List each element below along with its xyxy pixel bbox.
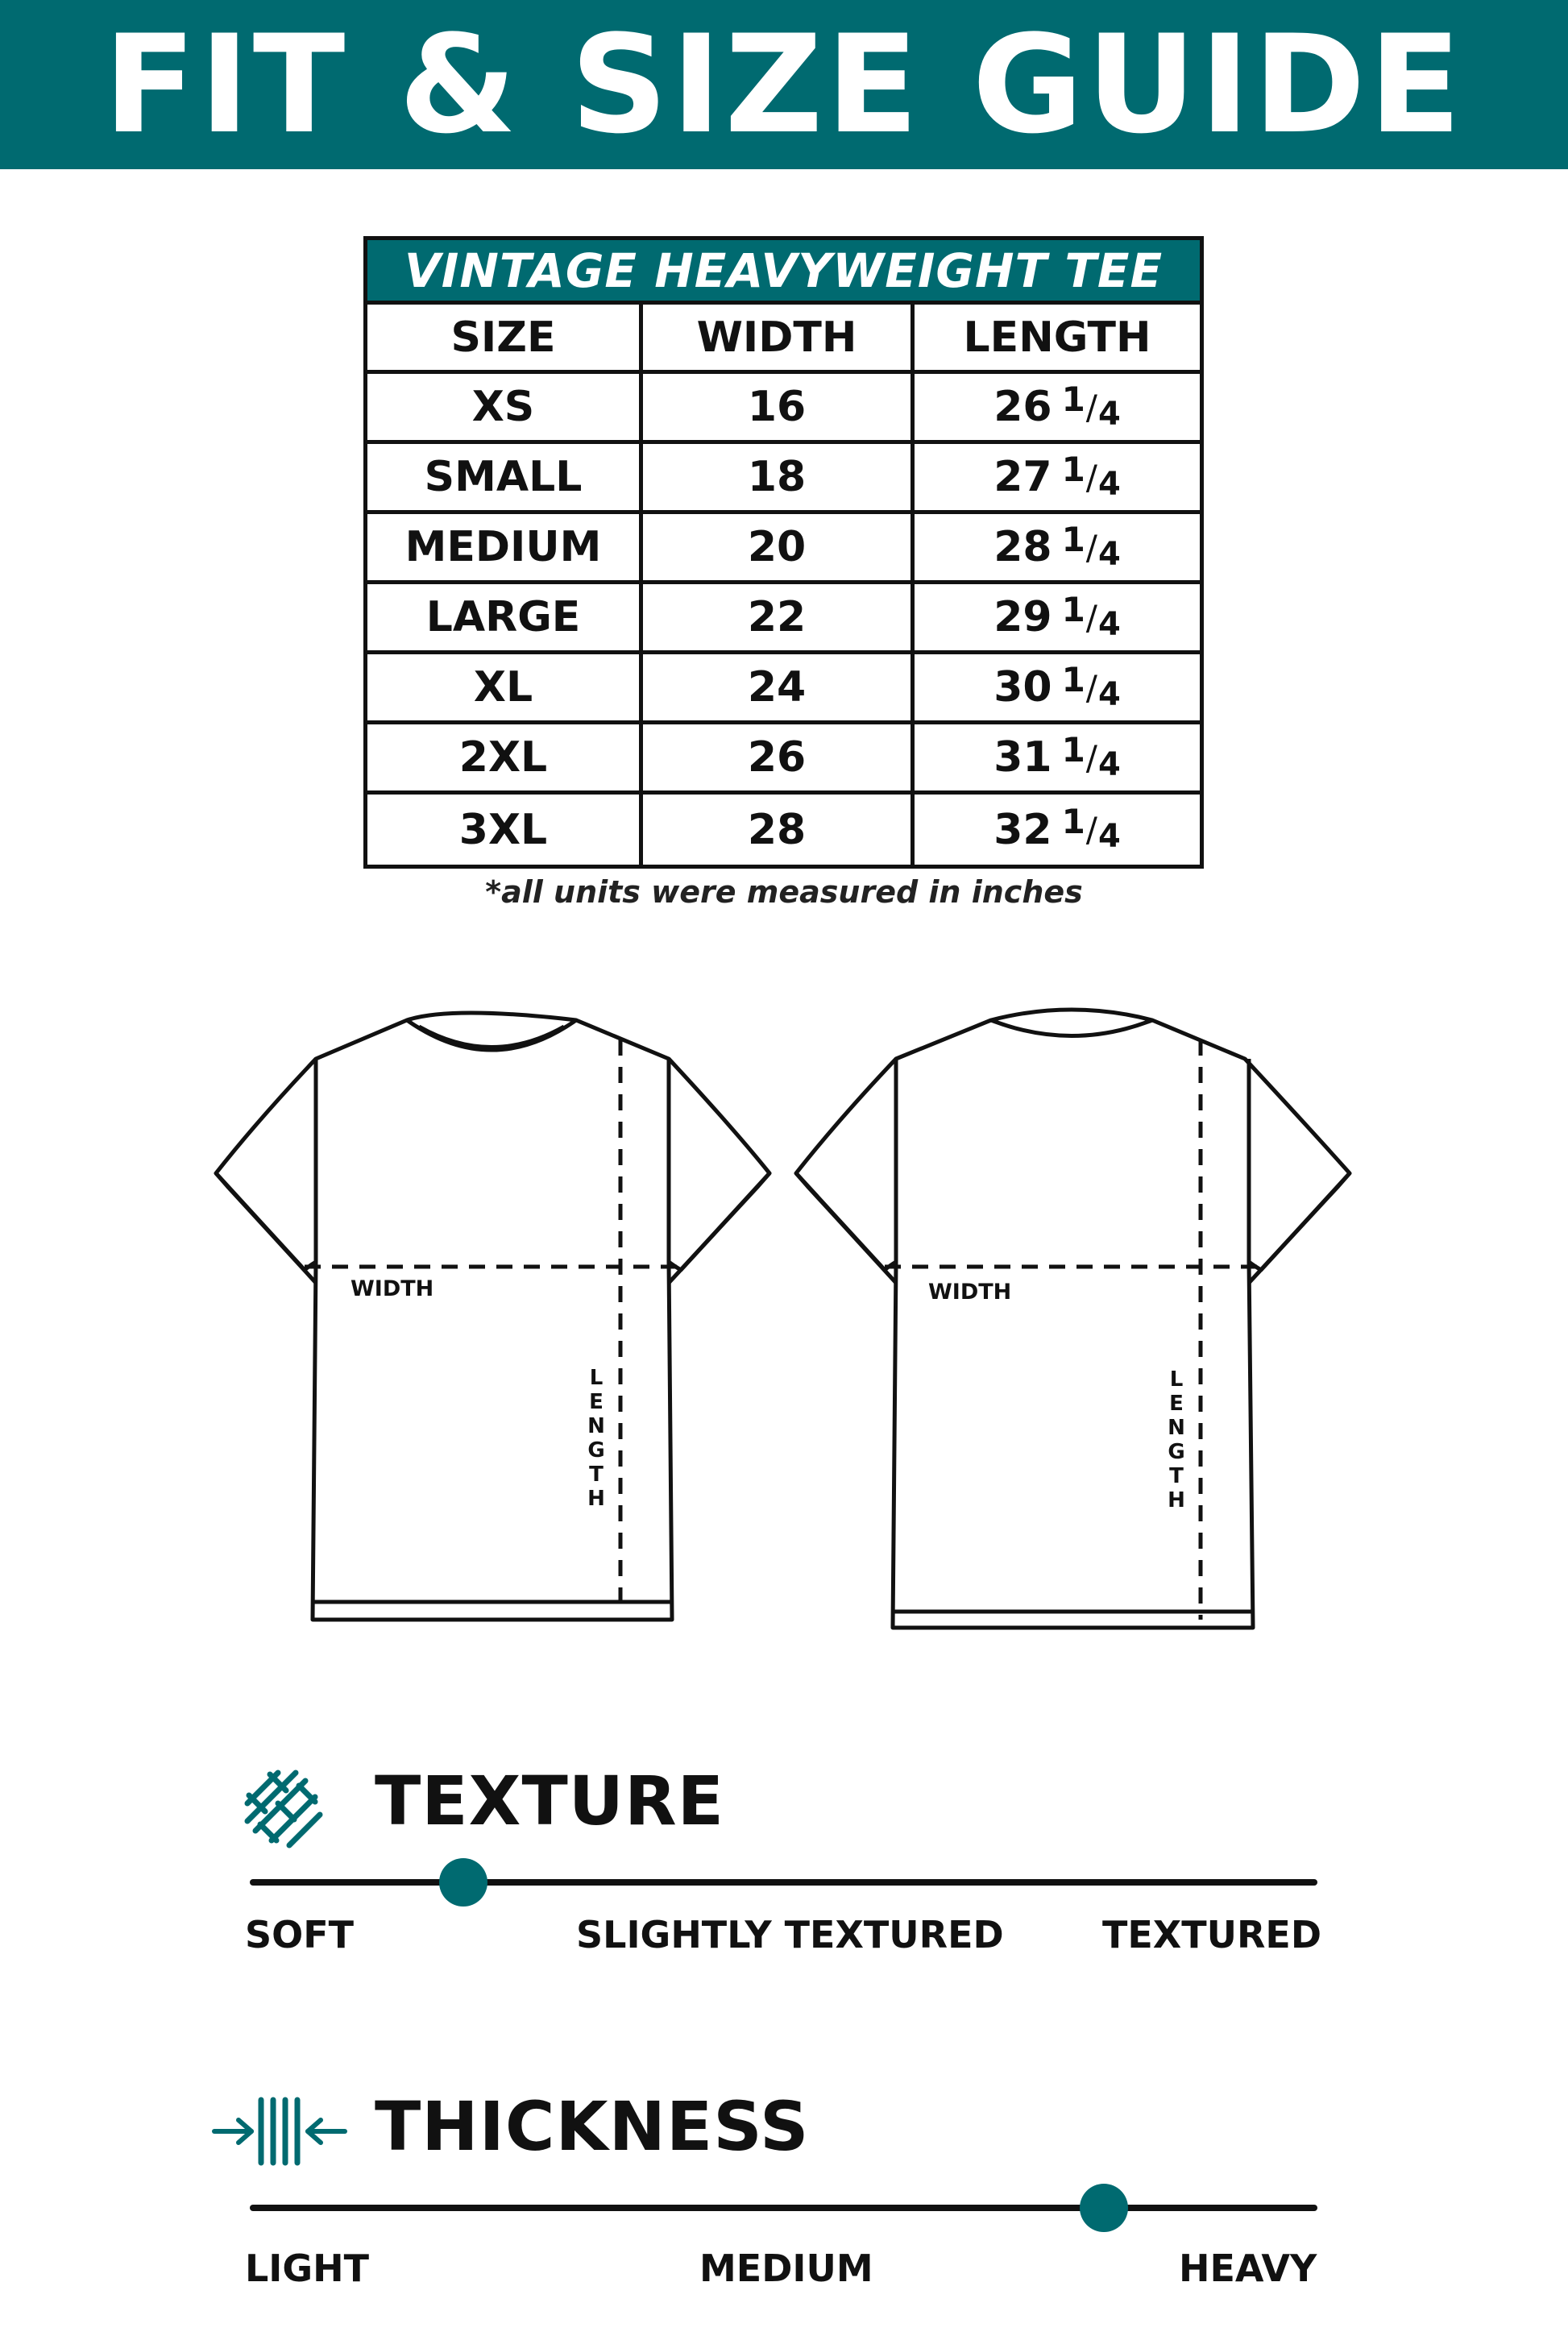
table-row — [367, 444, 1200, 514]
tshirt-front-diagram — [216, 1013, 769, 1620]
tshirt-diagrams — [0, 991, 1568, 1660]
table-row — [367, 514, 1200, 584]
column-header-width: WIDTH — [643, 305, 915, 370]
texture-label-soft: SOFT — [245, 1913, 355, 1956]
front-length-label: L E N G T H — [587, 1366, 605, 1511]
width-cell: 20 — [643, 514, 915, 580]
size-cell: 3XL — [367, 795, 643, 865]
fraction-denominator: 4 — [1097, 465, 1121, 503]
tshirt-front-outline — [216, 1013, 769, 1620]
fraction-slash: / — [1085, 737, 1097, 778]
compress-thickness-icon — [211, 2093, 348, 2169]
length-whole: 27 — [993, 453, 1052, 501]
length-cell — [915, 374, 1200, 440]
fraction-denominator: 4 — [1097, 395, 1121, 433]
fraction-denominator: 4 — [1097, 605, 1121, 643]
length-fraction — [1061, 519, 1121, 573]
fraction-numerator: 1 — [1061, 659, 1085, 699]
back-width-label: WIDTH — [928, 1280, 1012, 1305]
back-length-label: L E N G T H — [1168, 1367, 1185, 1512]
texture-scale-track — [250, 1879, 1317, 1886]
length-fraction — [1061, 589, 1121, 643]
size-cell: 2XL — [367, 724, 643, 790]
fraction-numerator: 1 — [1061, 729, 1085, 770]
texture-title: TEXTURE — [375, 1761, 725, 1840]
fraction-slash: / — [1085, 810, 1097, 849]
fraction-slash: / — [1085, 597, 1097, 637]
fraction-slash: / — [1085, 667, 1097, 707]
fraction-numerator: 1 — [1061, 379, 1085, 419]
page-title: FIT & SIZE GUIDE — [103, 6, 1465, 164]
length-fraction — [1061, 449, 1121, 503]
length-fraction — [1061, 659, 1121, 713]
length-whole: 31 — [993, 733, 1052, 782]
length-cell — [915, 584, 1200, 650]
length-whole: 30 — [993, 663, 1052, 712]
thickness-label-medium: MEDIUM — [699, 2247, 873, 2290]
length-fraction — [1061, 802, 1121, 855]
width-cell: 26 — [643, 724, 915, 790]
fraction-numerator: 1 — [1061, 589, 1085, 629]
texture-label-slightly-textured: SLIGHTLY TEXTURED — [576, 1913, 1004, 1956]
tshirt-back-diagram — [796, 1010, 1350, 1628]
thickness-label-light: LIGHT — [245, 2247, 370, 2290]
length-cell — [915, 514, 1200, 580]
thickness-scale-indicator — [1080, 2184, 1128, 2232]
fraction-denominator: 4 — [1097, 745, 1121, 783]
table-header-row — [367, 305, 1200, 374]
size-cell: SMALL — [367, 444, 643, 510]
width-cell: 28 — [643, 795, 915, 865]
tshirt-back-outline — [796, 1010, 1350, 1628]
fraction-denominator: 4 — [1097, 818, 1121, 855]
size-table — [363, 236, 1204, 869]
length-whole: 29 — [993, 593, 1052, 641]
tshirt-back-left-sleeve-cuff — [796, 1173, 896, 1283]
header-banner — [0, 0, 1568, 169]
fraction-numerator: 1 — [1061, 519, 1085, 559]
length-fraction — [1061, 379, 1121, 433]
fraction-slash: / — [1085, 387, 1097, 427]
length-cell — [915, 795, 1200, 865]
size-cell: MEDIUM — [367, 514, 643, 580]
fraction-slash: / — [1085, 527, 1097, 567]
width-cell: 18 — [643, 444, 915, 510]
thickness-scale-track — [250, 2205, 1317, 2211]
width-cell: 22 — [643, 584, 915, 650]
size-cell: XL — [367, 654, 643, 720]
fraction-denominator: 4 — [1097, 535, 1121, 573]
length-cell — [915, 654, 1200, 720]
fraction-numerator: 1 — [1061, 802, 1085, 841]
table-row — [367, 795, 1200, 865]
fraction-denominator: 4 — [1097, 675, 1121, 713]
front-width-label: WIDTH — [351, 1276, 434, 1301]
length-fraction — [1061, 729, 1121, 783]
measurement-footnote: *all units were measured in inches — [485, 874, 1083, 910]
fraction-slash: / — [1085, 457, 1097, 497]
length-whole: 26 — [993, 383, 1052, 431]
size-cell: XS — [367, 374, 643, 440]
size-cell: LARGE — [367, 584, 643, 650]
length-whole: 28 — [993, 523, 1052, 571]
table-row — [367, 724, 1200, 795]
table-caption: VINTAGE HEAVYWEIGHT TEE — [367, 240, 1200, 305]
texture-label-textured: TEXTURED — [1102, 1913, 1322, 1956]
tshirt-front-left-sleeve-cuff — [216, 1173, 316, 1283]
tshirt-front-right-sleeve-cuff — [669, 1173, 769, 1283]
thickness-title: THICKNESS — [375, 2087, 810, 2166]
column-header-length: LENGTH — [963, 313, 1151, 362]
table-row — [367, 654, 1200, 724]
texture-scale-indicator — [439, 1858, 487, 1907]
tshirt-front-collar-inner — [419, 1027, 564, 1048]
width-cell: 16 — [643, 374, 915, 440]
length-whole: 32 — [993, 805, 1052, 854]
tshirt-back-right-sleeve-cuff — [1249, 1173, 1350, 1283]
fraction-numerator: 1 — [1061, 449, 1085, 489]
thickness-label-heavy: HEAVY — [1179, 2247, 1317, 2290]
woven-fabric-icon — [238, 1763, 330, 1856]
length-cell — [915, 724, 1200, 790]
tshirt-back-collar — [991, 1020, 1152, 1036]
width-cell: 24 — [643, 654, 915, 720]
table-row — [367, 374, 1200, 444]
column-header-size: SIZE — [367, 305, 643, 370]
length-cell — [915, 444, 1200, 510]
table-row — [367, 584, 1200, 654]
